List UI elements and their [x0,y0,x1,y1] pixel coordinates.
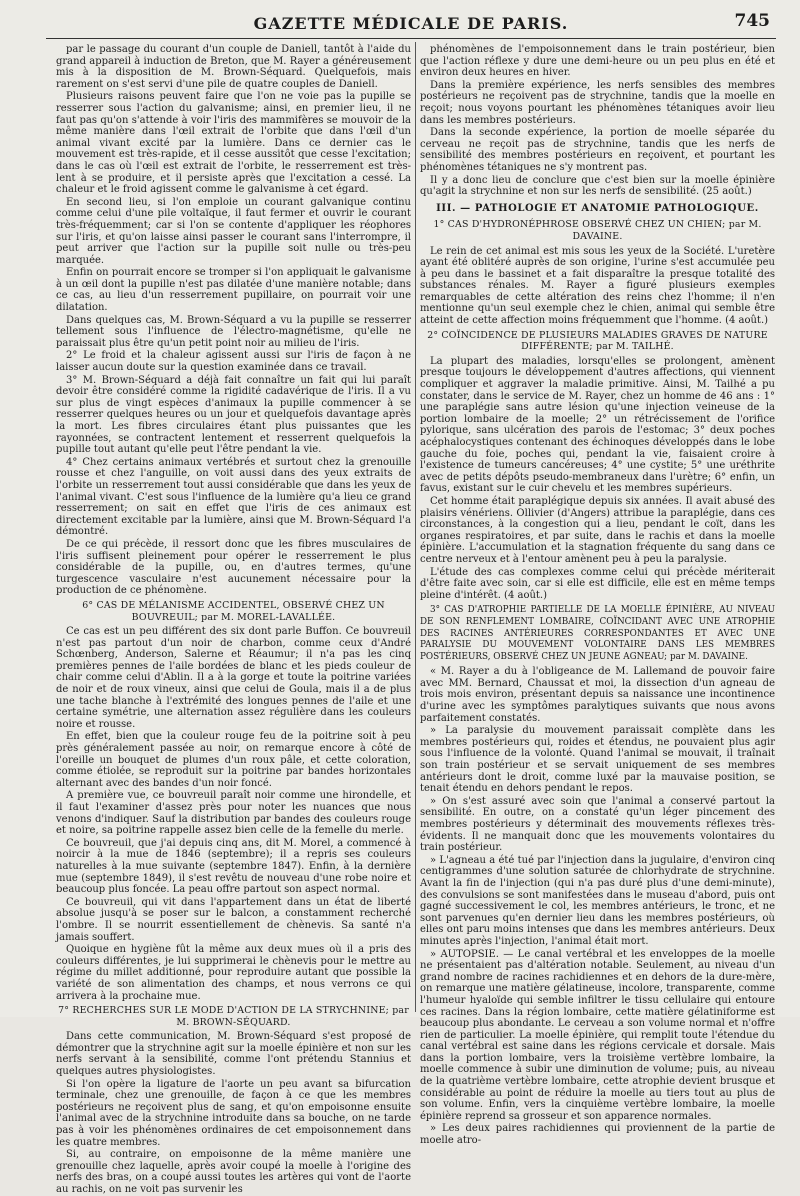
section-heading: 6° CAS DE MÉLANISME ACCIDENTEL, OBSERVÉ CHEZ UN BOUVREUIL; par M. MOREL-LAVALLÉE. [82,599,385,623]
left-intro-paragraphs [56,44,411,597]
paragraph: Enfin on pourrait encore se tromper si l'on appliquait le galvanisme à un œil dont la pupille n'est pas dilatée d'une manière notable; dans ce cas, au lieu d'un resserrement pupillaire, on pourrait voir une dilatation. [56,267,411,314]
paragraph: Plusieurs raisons peuvent faire que l'on ne voie pas la pupille se resserrer sous l'action du galvanisme; ainsi, en premier lieu, il ne faut pas qu'on s'attende à voir l'iris des mammifères se mouvoir de la même manière dans l'œil extrait de l'orbite que dans l'œil d'un animal vivant excité par la lumière. Dans ce dernier cas le mouvement est très-rapide, et il cesse aussitôt que cesse l'excitation; dans le cas où l'œil est extrait de l'orbite, le resserrement est très-lent à se produire, et il persiste après que l'excitation a cessé. La chaleur et le froid agissent comme le galvanisme à cet égard. [56,91,411,196]
paragraph: Si, au contraire, on empoisonne de la même manière une grenouille chez laquelle, après avoir coupé la moelle à l'origine des nerfs des bras, on a coupé aussi toutes les artères qui vont de l'aorte au rachis, on ne voit pas survenir les [56,1149,411,1195]
paragraph: La plupart des maladies, lorsqu'elles se prolongent, amènent presque toujours le développement d'autres affections, qui viennent compliquer et aggraver la maladie primitive. Ainsi, M. Tailhé a pu constater, dans le service de M. Rayer, chez un homme de 46 ans : 1° une paraplégie sans autre lésion qu'une injection veineuse de la portion lombaire de la moelle; 2° un rétrécissement de l'orifice pylorique, sans ulcération des parois de l'estomac; 3° deux poches acéphalocystiques contenant des échinoques développés dans le lobe gauche du foie, poches qui, pendant la vie, faisaient croire à l'existence de tumeurs cancéreuses; 4° une cystite; 5° une uréthrite avec de petits dépôts pseudo-membraneux dans l'urètre; 6° enfin, un favus, existant sur le cuir chevelu et les membres supérieurs. [420,355,775,495]
right-column [420,44,775,1147]
section-heading: 2° COÏNCIDENCE DE PLUSIEURS MALADIES GRAVES DE NATURE DIFFÉRENTE; par M. TAILHÉ. [427,329,768,353]
subsection-3-body [420,666,775,1146]
paragraph: Si l'on opère la ligature de l'aorte un peu avant sa bifurcation terminale, chez une grenouille, de façon à ce que les membres postérieurs ne reçoivent plus de sang, et qu'on empoisonne ensuite l'animal avec de la strychnine introduite dans sa bouche, on ne tarde pas à voir les phénomènes ordinaires de cet empoisonnement dans les quatre membres. [56,1078,411,1148]
paragraph: 2° Le froid et la chaleur agissent aussi sur l'iris de façon à ne laisser aucun doute sur la question examinée dans ce travail. [56,350,411,374]
paragraph: Dans la seconde expérience, la portion de moelle séparée du cerveau ne reçoit pas de strychnine, tandis que les nerfs de sensibilité des membres postérieurs en reçoivent, et pourtant les phénomènes tétaniques ne s'y montrent pas. [420,127,775,173]
section-6-body [56,626,411,1002]
paragraph: » On s'est assuré avec soin que l'animal a conservé partout la sensibilité. En outre, on a constaté qu'un léger pincement des membres postérieurs y déterminait des mouvements réflexes très-évidents. Il ne manquait donc que les mouvements volontaires du train postérieur. [420,795,775,854]
paragraph: En second lieu, si l'on emploie un courant galvanique continu comme celui d'une pile voltaïque, il faut fermer et ouvrir le courant très-fréquemment; car si l'on se contente d'appliquer les réophores sur l'iris, et qu'on laisse ainsi passer le courant sans l'interrompre, il peut arriver que l'action sur la pupille soit nulle ou très-peu marquée. [56,196,411,266]
page-number: 745 [734,11,770,31]
paragraph: Le rein de cet animal est mis sous les yeux de la Société. L'uretère ayant été oblitéré auprès de son origine, l'urine s'est accumulée peu à peu dans le bassinet et a fait disparaître la presque totalité des substances rénales. M. Rayer a figuré plusieurs exemples remarquables de cette altération des reins chez l'homme; il n'en mentionne qu'un seul exemple chez le chien, animal qui semble être atteint de cette affection moins fréquemment que l'homme. (4 août.) [420,245,775,327]
right-intro-paragraphs [420,44,775,198]
paragraph: 3° M. Brown-Séquard a déjà fait connaître un fait qui lui paraît devoir être considéré comme la rigidité cadavérique de l'iris. Il a vu sur plus de vingt espèces d'animaux la pupille commencer à se resserrer quelques heures ou un jour et quelquefois davantage après la mort. Les fibres circulaires étant plus puissantes que les rayonnées, se contractent lentement et resserrent quelquefois la pupille tout autant qu'elle peut l'être pendant la vie. [56,374,411,456]
paragraph: De ce qui précède, il ressort donc que les fibres musculaires de l'iris suffisent pleinement pour opérer le resserrement le plus considérable de la pupille, ou, en d'autres termes, qu'une turgescence vasculaire n'est aucunement nécessaire pour la production de ce phénomène. [56,538,411,597]
page-header [46,10,776,36]
paragraph: A première vue, ce bouvreuil paraît noir comme une hirondelle, et il faut l'examiner d'assez près pour noter les nuances que nous venons d'indiquer. Sauf la distribution par bandes des couleurs rouge et noire, sa poitrine rappelle assez bien celle de la femelle du merle. [56,790,411,837]
header-rule [46,38,776,39]
paragraph: » Les deux paires rachidiennes qui proviennent de la partie de moelle atro- [420,1123,775,1147]
subsection-2-body [420,356,775,601]
paragraph: En effet, bien que la couleur rouge feu de la poitrine soit à peu près généralement passée au noir, on remarque encore à côté de l'oreille un bouquet de plumes d'un roux pâle, et cette coloration, comme étiolée, se reproduit sur la poitrine par bandes horizontales alternant avec des bandes d'un noir foncé. [56,731,411,789]
paragraph: Ce cas est un peu différent des six dont parle Buffon. Ce bouvreuil n'est pas partout d'un noir de charbon, comme ceux d'André Schœnberg, Anderson, Salerne et Réaumur; il n'a pas les cinq premières pennes de l'aile bordées de blanc et les pieds couleur de chair comme celui d'Ablin. Il a à la gorge et toute la poitrine variées de noir et de roux vineux, ainsi que celui de Goula, mais il a de plus une tache blanche à l'extrémité des longues pennes de l'aile et une certaine symétrie, une alternation assez régulière dans les couleurs noire et rousse. [56,626,411,730]
paragraph: Dans cette communication, M. Brown-Séquard s'est proposé de démontrer que la strychnine agit sur la moelle épinière et non sur les nerfs servant à la sensibilité, comme l'ont prétendu Stannius et quelques autres physiologistes. [56,1031,411,1078]
paragraph: Ce bouvreuil, que j'ai depuis cinq ans, dit M. Morel, a commencé à noircir à la mue de 1846 (septembre); il a repris ses couleurs naturelles à la mue suivante (septembre 1847). Enfin, à la dernière mue (septembre 1849), il s'est revêtu de nouveau d'une robe noire et beaucoup plus foncée. La peau offre partout son aspect normal. [56,837,411,896]
paragraph: Il y a donc lieu de conclure que c'est bien sur la moelle épinière qu'agit la strychnine et non sur les nerfs de sensibilité. (25 août.) [420,174,775,198]
paragraph: Dans quelques cas, M. Brown-Séquard a vu la pupille se resserrer tellement sous l'influence de l'électro-magnétisme, qu'elle ne paraissait plus être qu'un petit point noir au milieu de l'iris. [56,314,411,349]
paragraph: » L'agneau a été tué par l'injection dans la jugulaire, d'environ cinq centigrammes d'une solution saturée de chlorhydrate de strychnine. Avant la fin de l'injection (qui n'a pas duré plus d'une demi-minute), des convulsions se sont manifestées dans le museau d'abord, puis ont gagné successivement le col, les membres antérieurs, le tronc, et ne sont parvenues qu'en dernier lieu dans les membres postérieurs, où elles ont paru moins intenses que dans les membres antérieurs. Deux minutes après l'injection, l'animal était mort. [420,854,775,947]
section-7-body [56,1031,411,1195]
paragraph: « M. Rayer a du à l'obligeance de M. Lallemand de pouvoir faire avec MM. Bernard, Chaussat et moi, la dissection d'un agneau de trois mois environ, présentant depuis sa naissance une incontinence d'urine avec les symptômes paralytiques suivants que nous avons parfaitement constatés. [420,666,775,724]
paragraph: L'étude des cas complexes comme celui qui précède mériterait d'être faite avec soin, car si elle est difficile, elle est en même temps pleine d'intérêt. (4 août.) [420,566,775,601]
paragraph: Ce bouvreuil, qui vit dans l'appartement dans un état de liberté absolue jusqu'à se poser sur le balcon, a constamment recherché l'ombre. Il se nourrit essentiellement de chènevis. Sa santé n'a jamais souffert. [56,896,411,943]
paragraph: Quoique en hygiène fût la même aux deux mues où il a pris des couleurs différentes, je lui supprimerai le chènevis pour le mettre au régime du millet additionné, pour reproduire autant que possible la variété de son alimentation des champs, et nous verrons ce qui arrivera à la prochaine mue. [56,944,411,1002]
paragraph: » La paralysie du mouvement paraissait complète dans les membres postérieurs qui, roides et étendus, ne pouvaient plus agir sous l'influence de la volonté. Quand l'animal se mouvait, il traînait son train postérieur et se servait uniquement de ses membres antérieurs dont le droit, comme luxé par la mauvaise position, se tenait étendu en dehors pendant le repos. [420,725,775,795]
paragraph: Cet homme était paraplégique depuis six années. Il avait abusé des plaisirs vénériens. Ollivier (d'Angers) attribue la paraplégie, dans ces circonstances, à la congestion qui a lieu, pendant le coït, dans les organes respiratoires, et par suite, dans le rachis et dans la moelle épinière. L'accumulation et la stagnation fréquente du sang dans ce centre nerveux et à l'entour amènent peu à peu la paralysie. [420,495,775,565]
journal-title: GAZETTE MÉDICALE DE PARIS. [253,14,569,33]
left-column [56,44,411,1195]
paragraph: phénomènes de l'empoisonnement dans le train postérieur, bien que l'action réflexe y dure une demi-heure ou un peu plus en été et environ deux heures en hiver. [420,44,775,79]
paragraph: Dans la première expérience, les nerfs sensibles des membres postérieurs ne reçoivent pas de strychnine, tandis que la moelle en reçoit; nous voyons pourtant les phénomènes tétaniques avoir lieu dans les membres postérieurs. [420,79,775,126]
section-title: III. — PATHOLOGIE ET ANATOMIE PATHOLOGIQUE. [436,202,759,214]
column-divider [415,42,416,1012]
paragraph: » AUTOPSIE. — Le canal vertébral et les enveloppes de la moelle ne présentaient pas d'altération notable. Seulement, au niveau d'un grand nombre de racines rachidiennes et en dehors de la dure-mère, on remarque une matière gélatineuse, incolore, transparente, comme l'humeur hyaloïde qui semble infiltrer le tissu cellulaire qui entoure ces racines. Dans la région lombaire, cette matière gélatiniforme est beaucoup plus abondante. Le cerveau a son volume normal et n'offre rien de particulier. La moelle épinière, qui remplit toute l'étendue du canal vertébral est saine dans les régions cervicale et dorsale. Mais dans la portion lombaire, vers la troisième vertèbre lombaire, la moelle commence à subir une diminution de volume; puis, au niveau de la quatrième vertèbre lombaire, cette atrophie devient brusque et considérable au point de réduire la moelle au tiers tout au plus de son volume. Enfin, vers la cinquième vertèbre lombaire, la moelle épinière reprend sa grosseur et son apparence normales. [420,948,775,1122]
paragraph: par le passage du courant d'un couple de Daniell, tantôt à l'aide du grand appareil à induction de Breton, que M. Rayer a généreusement mis à la disposition de M. Brown-Séquard. Quelquefois, mais rarement on s'est servi d'une pile de quatre couples de Daniell. [56,44,411,90]
section-heading: 3° CAS D'ATROPHIE PARTIELLE DE LA MOELLE ÉPINIÈRE, AU NIVEAU DE SON RENFLEMENT LOMBAIRE, COÏNCIDANT AVEC UNE ATROPHIE DES RACINES ANTÉRIEURES CORRESPONDANTES ET AVEC UNE PARALYSIE DU MOUVEMENT VOLONTAIRE DANS LES MEMBRES POSTÉRIEURS, OBSERVÉ CHEZ UN JEUNE AGNEAU; par M. DAVAINE. [420,605,775,662]
section-heading: 7° RECHERCHES SUR LE MODE D'ACTION DE LA STRYCHNINE; par M. BROWN-SÉQUARD. [58,1005,409,1028]
paragraph: 4° Chez certains animaux vertébrés et surtout chez la grenouille rousse et chez l'anguille, on voit aussi dans des yeux extraits de l'orbite un resserrement tout aussi considérable que dans les yeux de l'animal vivant. C'est sous l'influence de la lumière qu'a lieu ce grand resserrement; on sait en effet que l'iris de ces animaux est directement excitable par la lumière, ainsi que M. Brown-Séquard l'a démontré. [56,456,411,538]
section-heading: 1° CAS D'HYDRONÉPHROSE OBSERVÉ CHEZ UN CHIEN; par M. DAVAINE. [433,219,762,242]
